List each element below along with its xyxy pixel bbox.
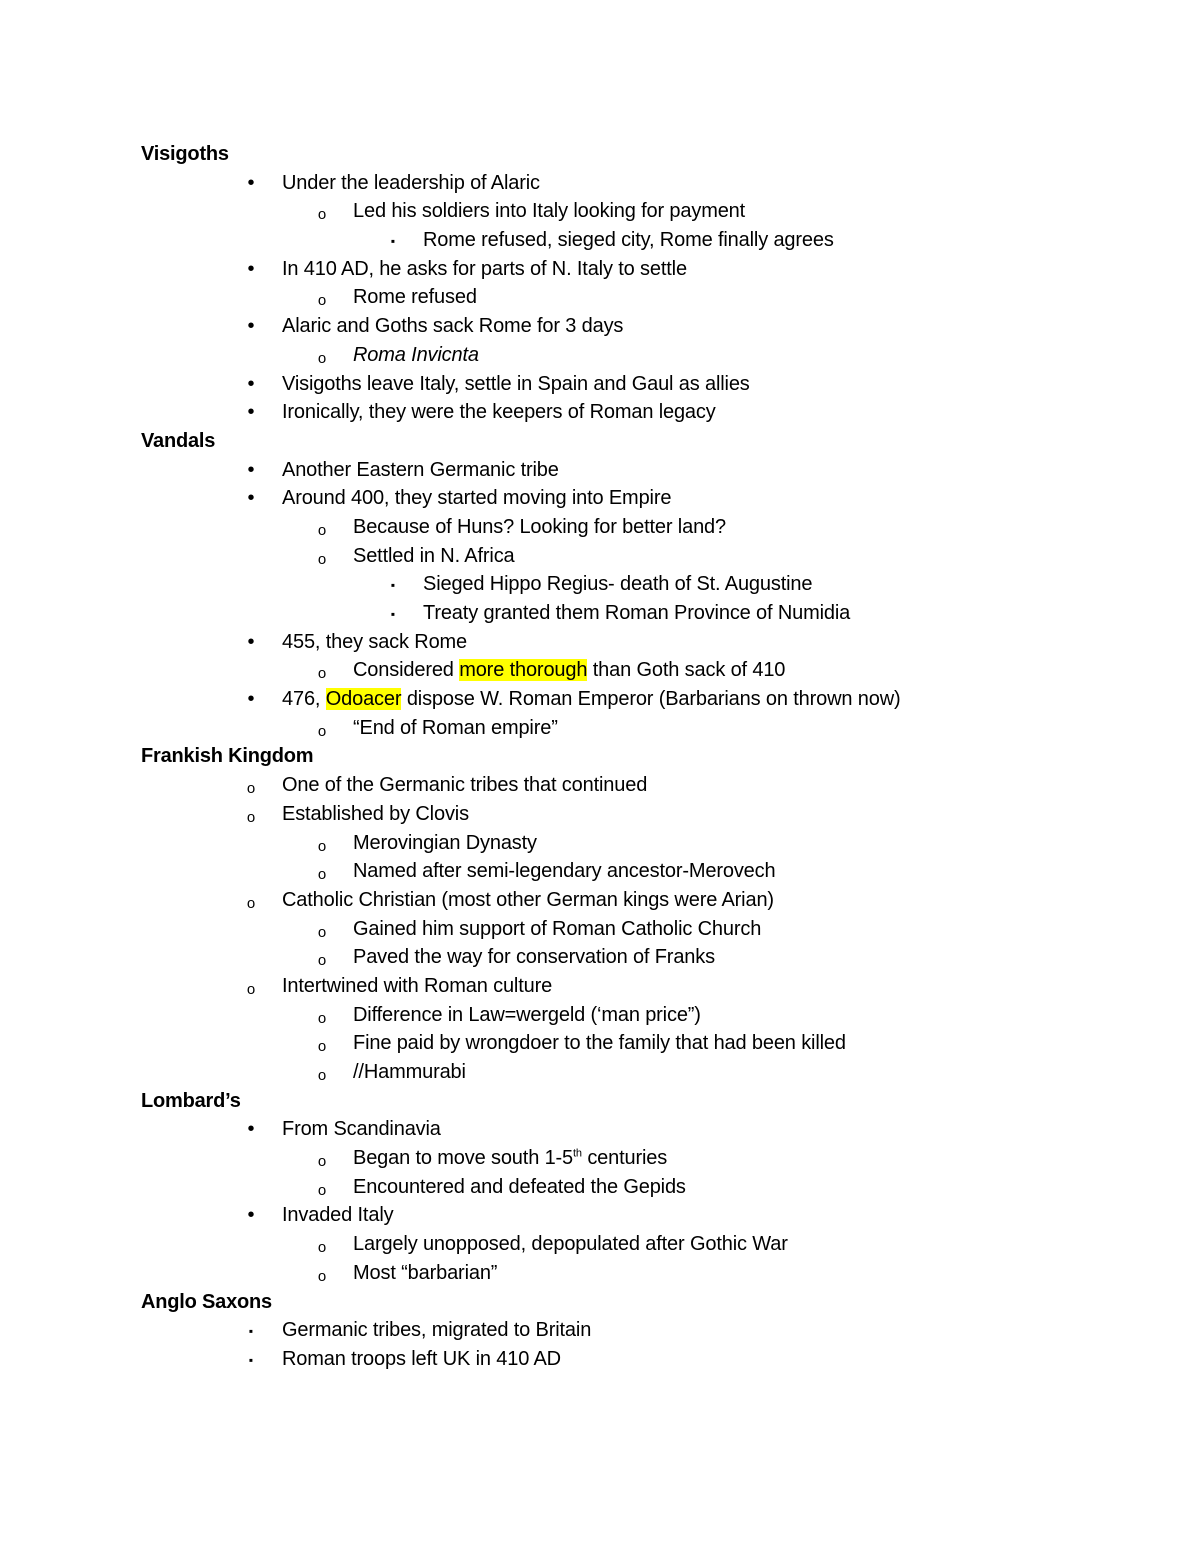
list-item: • Ironically, they were the keepers of Roman legacy [0,398,1200,427]
circle-bullet-icon [315,341,329,372]
circle-bullet-icon [244,972,258,1003]
list-item: o Rome refused [0,283,1200,312]
list-item: o Catholic Christian (most other German kings were Arian) [0,886,1200,915]
list-item: o Considered more thorough than Goth sack of 410 [0,656,1200,685]
circle-bullet-icon [315,1144,329,1175]
list-item: • 476, Odoacer dispose W. Roman Emperor (Barbarians on thrown now) [0,685,1200,714]
square-bullet-icon [386,570,400,601]
circle-bullet-icon [315,1001,329,1032]
highlighted-text: more thorough [459,659,588,682]
bullet-icon [244,169,258,198]
bullet-icon [244,398,258,427]
list-item: o Fine paid by wrongdoer to the family that had been killed [0,1029,1200,1058]
list-item: o Intertwined with Roman culture [0,972,1200,1001]
list-item: o Gained him support of Roman Catholic Church [0,915,1200,944]
list-item: o Paved the way for conservation of Franks [0,943,1200,972]
list-item: o Most “barbarian” [0,1259,1200,1288]
circle-bullet-icon [244,771,258,802]
circle-bullet-icon [315,857,329,888]
list-item: • Invaded Italy [0,1201,1200,1230]
circle-bullet-icon [315,1058,329,1089]
circle-bullet-icon [315,1259,329,1290]
list-item: o “End of Roman empire” [0,714,1200,743]
bullet-icon [244,255,258,284]
list-item: o Merovingian Dynasty [0,829,1200,858]
list-item: o Established by Clovis [0,800,1200,829]
bullet-icon [244,312,258,341]
circle-bullet-icon [315,1230,329,1261]
list-item: ▪ Rome refused, sieged city, Rome finally agrees [0,226,1200,255]
list-item: o Roma Invicnta [0,341,1200,370]
list-item: o Led his soldiers into Italy looking for payment [0,197,1200,226]
bullet-icon [244,456,258,485]
list-item: • Alaric and Goths sack Rome for 3 days [0,312,1200,341]
bullet-icon [244,370,258,399]
list-item: • 455, they sack Rome [0,628,1200,657]
bullet-icon [244,1201,258,1230]
circle-bullet-icon [315,656,329,687]
circle-bullet-icon [315,197,329,228]
section-heading-lombards: Lombard’s [141,1089,241,1112]
circle-bullet-icon [315,1029,329,1060]
list-item: ▪ Germanic tribes, migrated to Britain [0,1316,1200,1345]
circle-bullet-icon [315,915,329,946]
square-bullet-icon [386,599,400,630]
circle-bullet-icon [315,513,329,544]
list-item: o Largely unopposed, depopulated after Gothic War [0,1230,1200,1259]
list-item: o Encountered and defeated the Gepids [0,1173,1200,1202]
circle-bullet-icon [315,829,329,860]
bullet-icon [244,1115,258,1144]
list-item: o //Hammurabi [0,1058,1200,1087]
square-bullet-icon [244,1316,258,1347]
list-item: ▪ Roman troops left UK in 410 AD [0,1345,1200,1374]
list-item: • Visigoths leave Italy, settle in Spain and Gaul as allies [0,370,1200,399]
circle-bullet-icon [315,283,329,314]
section-heading-anglo-saxons: Anglo Saxons [141,1290,272,1313]
list-item: • In 410 AD, he asks for parts of N. Italy to settle [0,255,1200,284]
list-item: ▪ Treaty granted them Roman Province of Numidia [0,599,1200,628]
circle-bullet-icon [244,886,258,917]
list-item: o Difference in Law=wergeld (‘man price”) [0,1001,1200,1030]
notes-body [0,140,1200,1374]
list-item: o Because of Huns? Looking for better land? [0,513,1200,542]
list-item: o Settled in N. Africa [0,542,1200,571]
list-item: • Around 400, they started moving into Empire [0,484,1200,513]
section-heading-frankish-kingdom: Frankish Kingdom [141,745,314,768]
highlighted-text: Odoacer [325,688,402,711]
bullet-icon [244,628,258,657]
list-item: o One of the Germanic tribes that continued [0,771,1200,800]
list-item: • Under the leadership of Alaric [0,169,1200,198]
list-item: o Named after semi-legendary ancestor-Merovech [0,857,1200,886]
list-item: • Another Eastern Germanic tribe [0,456,1200,485]
square-bullet-icon [244,1345,258,1376]
circle-bullet-icon [244,800,258,831]
list-item: • From Scandinavia [0,1115,1200,1144]
circle-bullet-icon [315,542,329,573]
circle-bullet-icon [315,1173,329,1204]
list-item: ▪ Sieged Hippo Regius- death of St. Augustine [0,570,1200,599]
bullet-icon [244,484,258,513]
square-bullet-icon [386,226,400,257]
circle-bullet-icon [315,714,329,745]
section-heading-vandals: Vandals [141,429,216,452]
bullet-icon [244,685,258,714]
section-heading-visigoths: Visigoths [141,143,229,165]
list-item: o Began to move south 1-5th centuries [0,1144,1200,1173]
circle-bullet-icon [315,943,329,974]
